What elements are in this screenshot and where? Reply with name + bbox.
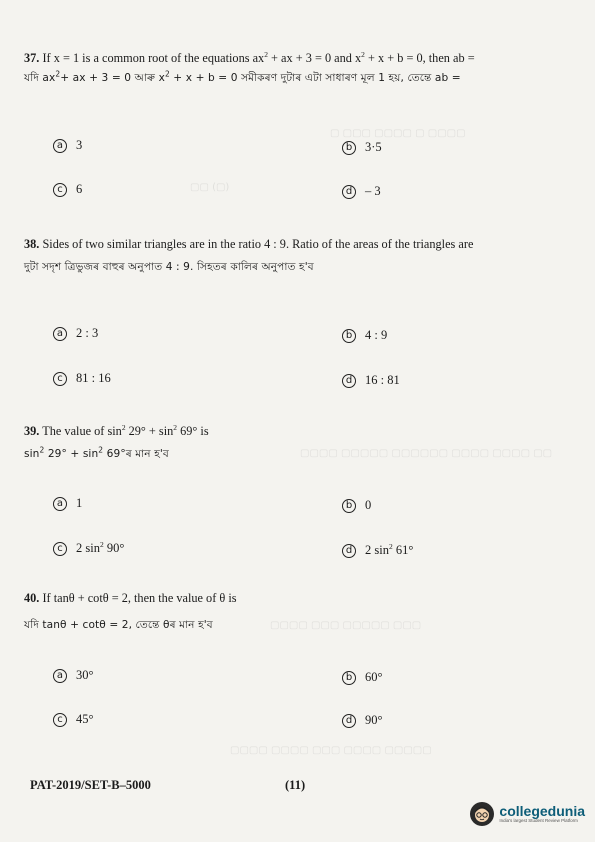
question-40 [24, 590, 572, 633]
option-letter-circle: a [53, 327, 67, 341]
bleed-through: ▢▢ (▢) [190, 182, 230, 193]
option-letter-circle: c [53, 183, 67, 197]
option-a[interactable] [53, 496, 82, 511]
option-letter-circle: c [53, 542, 67, 556]
question-text-assamese: যদি $ax^2+$ ax + 3 = 0 আৰু $x^2 + x + b = 0$ সমীকৰণ দুটাৰ এটা সাধাৰণ মূল 1 হয়, তেন্তে ab = [24, 69, 461, 84]
question-statement: If x = 1 is a common root of the equations $ax^2$ + ax + 3 = 0 and $x^2 + x + b = 0$, then ab = [42, 49, 475, 65]
option-text: 60° [365, 670, 383, 684]
option-letter-circle: d [342, 374, 356, 388]
option-text: 3·5 [365, 140, 382, 154]
option-text: 81 : 16 [76, 371, 111, 385]
option-text: 3 [76, 138, 83, 152]
option-c[interactable] [53, 182, 82, 197]
paper-code: PAT-2019/SET-B–5000 [30, 778, 151, 792]
option-letter-circle: b [342, 499, 356, 513]
question-number: 38. [24, 237, 40, 251]
option-c[interactable] [53, 541, 124, 556]
option-a[interactable] [53, 326, 98, 341]
option-d[interactable] [342, 713, 383, 728]
option-d[interactable] [342, 543, 413, 558]
student-face-icon [470, 802, 494, 826]
option-a[interactable] [53, 668, 94, 683]
question-text-en [24, 423, 572, 440]
bleed-through: ▢▢▢▢ ▢▢▢▢▢ ▢▢▢▢▢▢ ▢▢▢▢ ▢▢▢▢ ▢▢ [300, 448, 553, 459]
page-number: (11) [285, 778, 306, 792]
option-letter-circle: a [53, 669, 67, 683]
option-d[interactable] [342, 373, 400, 388]
question-number: 37. [24, 51, 40, 65]
question-number: 40. [24, 591, 40, 605]
option-text: 2 $\sin^2 90^\circ$ [76, 539, 125, 555]
option-b[interactable] [342, 498, 371, 513]
option-b[interactable] [342, 670, 383, 685]
option-text: 2 $\sin^2 61^\circ$ [365, 541, 414, 557]
option-letter-circle: d [342, 544, 356, 558]
option-text: 4 : 9 [365, 328, 388, 342]
option-text: 1 [76, 496, 83, 510]
brand-name: collegedunia [499, 803, 585, 819]
option-a[interactable] [53, 138, 82, 153]
option-letter-circle: a [53, 139, 67, 153]
option-c[interactable] [53, 371, 111, 386]
option-text: 90° [365, 713, 383, 727]
question-39 [24, 423, 572, 462]
brand-tagline: India's largest Student Review Platform [499, 818, 578, 823]
question-text-en [24, 590, 572, 607]
option-text: 45° [76, 712, 94, 726]
option-text: 2 : 3 [76, 326, 99, 340]
option-letter-circle: b [342, 329, 356, 343]
option-text: 16 : 81 [365, 373, 400, 387]
option-letter-circle: b [342, 671, 356, 685]
question-statement: If tanθ + cotθ = 2, then the value of θ is [42, 591, 237, 605]
option-letter-circle: a [53, 497, 67, 511]
question-38 [24, 236, 572, 275]
option-text: – 3 [365, 184, 381, 198]
bleed-through: ▢▢▢▢ ▢▢▢ ▢▢▢▢▢ ▢▢▢ [270, 620, 422, 631]
brand-logo[interactable] [470, 802, 585, 826]
option-letter-circle: c [53, 372, 67, 386]
question-37 [24, 50, 572, 86]
question-number: 39. [24, 424, 40, 438]
question-statement: Sides of two similar triangles are in the ratio 4 : 9. Ratio of the areas of the triangles are [42, 237, 474, 251]
bleed-through: ▢ ▢▢▢ ▢▢▢▢ ▢ ▢▢▢▢ [330, 128, 466, 139]
option-letter-circle: d [342, 714, 356, 728]
question-text-en [24, 236, 572, 253]
question-text-en [24, 50, 572, 67]
option-d[interactable] [342, 184, 381, 199]
question-text-assamese: যদি tanθ + cotθ = 2, তেন্তে θৰ মান হ'ব [24, 619, 213, 631]
option-text: 0 [365, 498, 372, 512]
question-text-assamese: $\sin^2 29^\circ + \sin^2$ 69°ৰ মান হ'ব [24, 445, 169, 460]
option-letter-circle: b [342, 141, 356, 155]
option-letter-circle: c [53, 713, 67, 727]
option-text: 30° [76, 668, 94, 682]
option-b[interactable] [342, 140, 382, 155]
option-text: 6 [76, 182, 83, 196]
option-c[interactable] [53, 712, 94, 727]
bleed-through: ▢▢▢▢ ▢▢▢▢ ▢▢▢ ▢▢▢▢ ▢▢▢▢▢ [230, 745, 432, 756]
option-letter-circle: d [342, 185, 356, 199]
question-statement: The value of $\sin^2 29^\circ + \sin^2 69^\circ$ is [42, 422, 209, 438]
question-text-assamese: দুটা সদৃশ ত্ৰিভুজৰ বাহুৰ অনুপাত 4 : 9. সিহতৰ কালিৰ অনুপাত হ'ব [24, 261, 314, 273]
option-b[interactable] [342, 328, 387, 343]
